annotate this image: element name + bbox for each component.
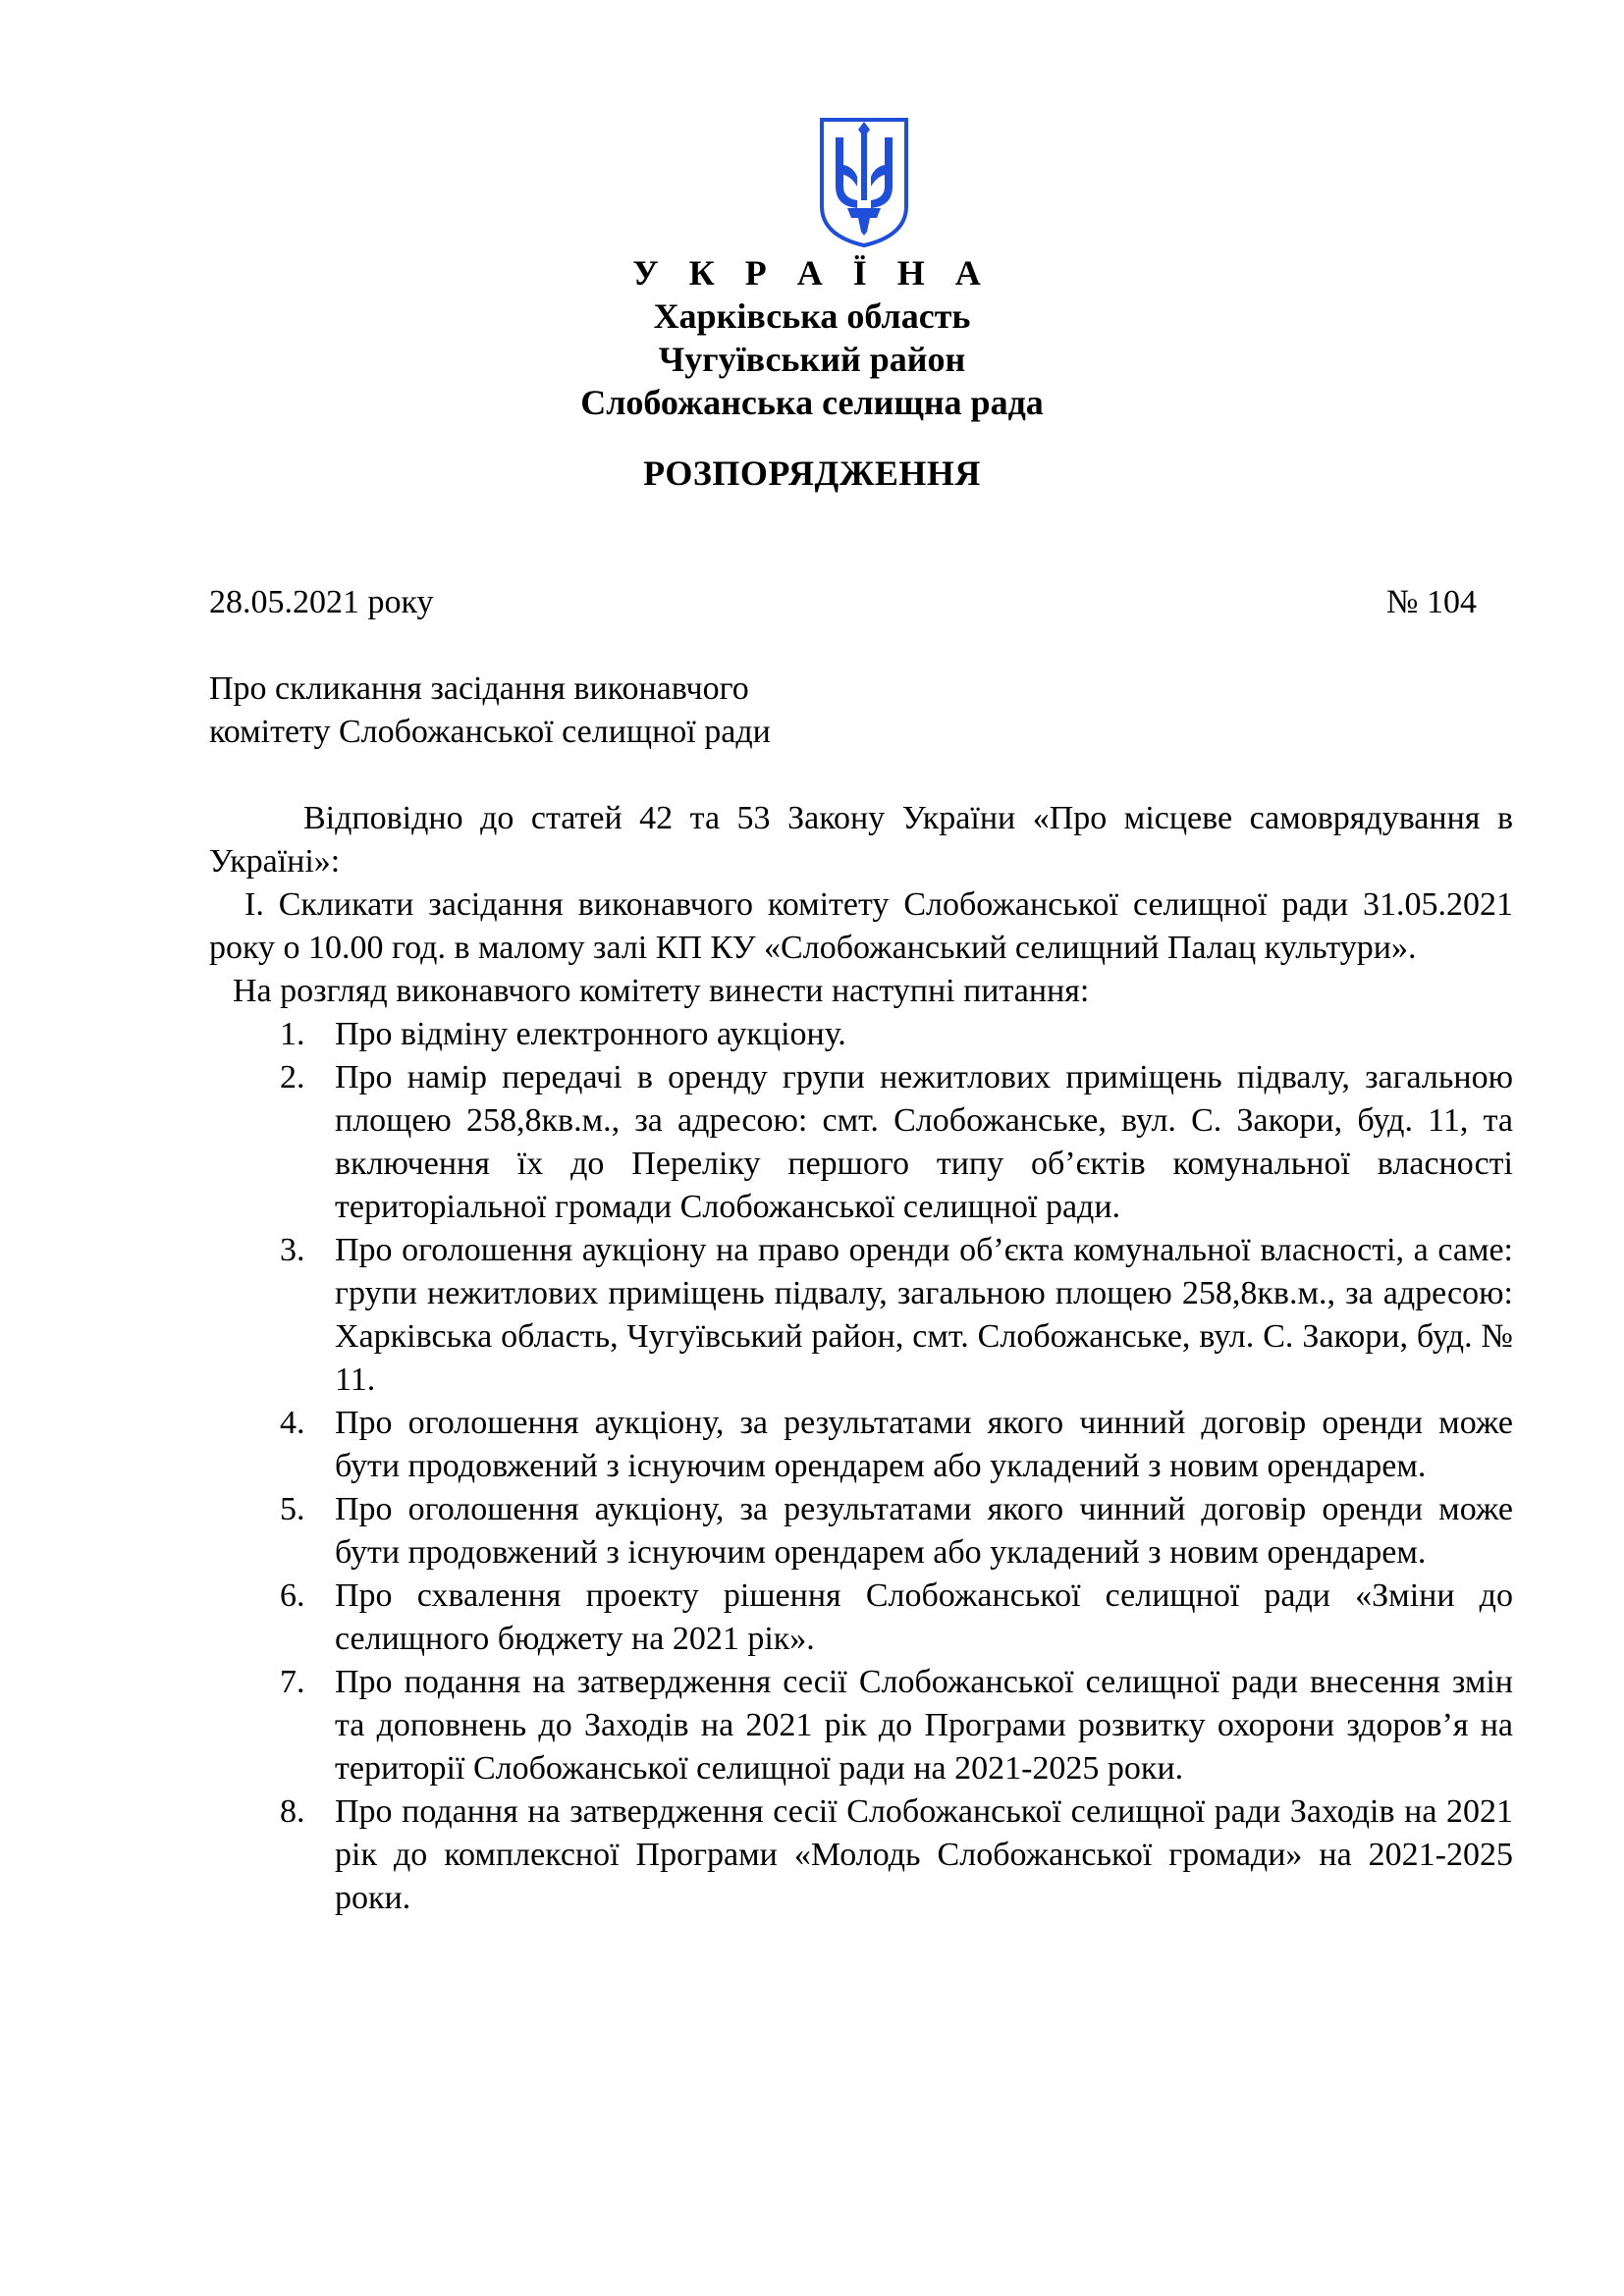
agenda-item: [209, 1575, 1513, 1661]
intro-paragraph: Відповідно до статей 42 та 53 Закону України «Про місцеве самоврядування в Україні»:: [209, 800, 1513, 880]
agenda-item-text: Про відміну електронного аукціону.: [335, 1016, 846, 1052]
agenda-item-text: Про схвалення проекту рішення Слобожанської селищної ради «Зміни до селищного бюджету на 2021 рік».: [335, 1577, 1513, 1657]
agenda-item: [209, 1488, 1513, 1575]
country-heading: У К Р А Ї Н А: [632, 253, 992, 293]
subject-line: комітету Слобожанської селищної ради: [209, 714, 771, 750]
rayon-heading: Чугуївський район: [658, 340, 966, 379]
agenda-item-number: 5.: [280, 1491, 305, 1527]
agenda-item-number: 7.: [280, 1664, 305, 1700]
document-body: [209, 797, 1513, 1920]
agenda-item: [209, 1056, 1513, 1229]
agenda-item-number: 4.: [280, 1405, 305, 1441]
agenda-item: [209, 1402, 1513, 1488]
agenda-item-text: Про оголошення аукціону, за результатами якого чинний договір оренди може бути продовжений з існуючим орендарем або укладений з новим орендарем.: [335, 1405, 1513, 1484]
agenda-item: [209, 1013, 1513, 1056]
agenda-item: [209, 1661, 1513, 1790]
agenda-item-number: 3.: [280, 1232, 305, 1268]
agenda-item-text: Про оголошення аукціону на право оренди об’єкта комунальної власності, а саме: групи нежитлових приміщень підвалу, загальною площею 258,8кв.м., за адресою: Харківська область, Чугуївський район, смт. Слобожанське, вул. С. Закори, буд. № 11.: [335, 1232, 1513, 1398]
agenda-item-number: 8.: [280, 1793, 305, 1830]
agenda-item-number: 6.: [280, 1577, 305, 1614]
agenda-item-text: Про намір передачі в оренду групи нежитлових приміщень підвалу, загальною площею 258,8кв.м., за адресою: смт. Слобожанське, вул. С. Закори, буд. 11, та включення їх до Переліку першого типу об’єктів комунальної власності територіальної громади Слобожанської селищної ради.: [335, 1059, 1513, 1225]
agenda-list: [209, 1013, 1513, 1920]
document-type-title: РОЗПОРЯДЖЕННЯ: [643, 454, 981, 493]
document-subject: [209, 667, 771, 754]
subject-line: Про скликання засідання виконавчого: [209, 670, 749, 707]
agenda-item-text: Про подання на затвердження сесії Слобожанської селищної ради Заходів на 2021 рік до комплексної Програми «Молодь Слобожанської громади» на 2021-2025 роки.: [335, 1793, 1513, 1916]
agenda-item-number: 1.: [280, 1016, 305, 1052]
agenda-item: [209, 1229, 1513, 1402]
agenda-item: [209, 1790, 1513, 1920]
document-number: № 104: [1386, 584, 1477, 620]
agenda-item-text: Про подання на затвердження сесії Слобожанської селищної ради внесення змін та доповнень до Заходів на 2021 рік до Програми розвитку охорони здоров’я на території Слобожанської селищної ради на 2021-2025 роки.: [335, 1664, 1513, 1787]
agenda-item-number: 2.: [280, 1059, 305, 1095]
council-heading: Слобожанська селищна рада: [580, 383, 1044, 422]
decision-item-1: І. Скликати засідання виконавчого комітету Слобожанської селищної ради 31.05.2021 року о 10.00 год. в малому залі КП КУ «Слобожанський селищний Палац культури».: [209, 886, 1513, 966]
agenda-title: На розгляд виконавчого комітету винести наступні питання:: [233, 973, 1090, 1009]
trident-coat-of-arms-icon: [818, 116, 910, 249]
oblast-heading: Харківська область: [653, 296, 971, 336]
document-date: 28.05.2021 року: [209, 584, 434, 620]
agenda-item-text: Про оголошення аукціону, за результатами якого чинний договір оренди може бути продовжений з існуючим орендарем або укладений з новим орендарем.: [335, 1491, 1513, 1571]
